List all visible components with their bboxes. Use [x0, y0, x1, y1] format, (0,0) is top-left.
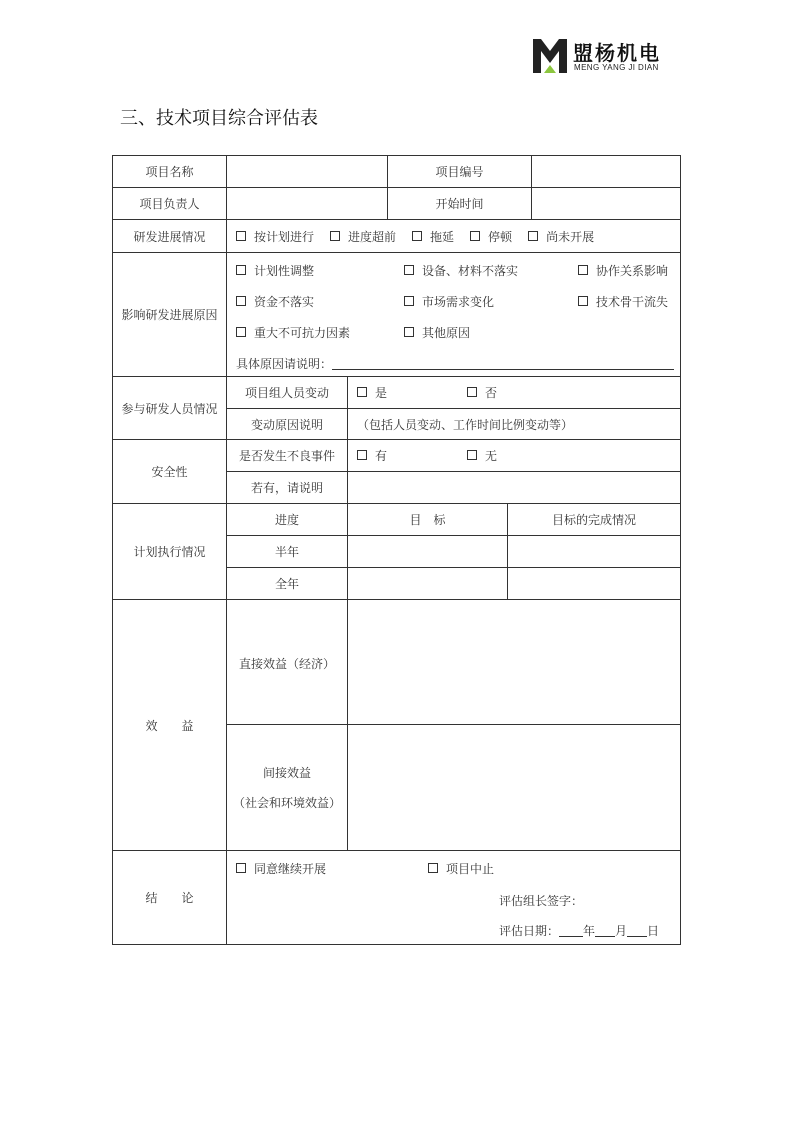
- change-reason-label: 变动原因说明: [227, 409, 348, 440]
- stop-option[interactable]: 项目中止: [428, 860, 494, 877]
- member-change-yes[interactable]: 是: [357, 384, 387, 401]
- direct-benefit-field[interactable]: [348, 600, 681, 725]
- reason-equipment[interactable]: 设备、材料不落实: [404, 262, 518, 279]
- company-logo: [532, 37, 672, 77]
- row-plan-header: [113, 504, 681, 536]
- checkbox[interactable]: [236, 296, 246, 306]
- progress-option-stalled[interactable]: 停顿: [470, 228, 512, 245]
- row-direct-benefit: [113, 600, 681, 725]
- col-completion-header: 目标的完成情况: [508, 504, 681, 536]
- row-conclusion: [113, 851, 681, 945]
- checkbox[interactable]: [428, 863, 438, 873]
- start-time-field[interactable]: [532, 188, 681, 220]
- if-yes-field[interactable]: [348, 472, 681, 504]
- progress-option-not-started[interactable]: 尚未开展: [528, 228, 594, 245]
- adverse-event-label: 是否发生不良事件: [227, 440, 348, 472]
- full-year-label: 全年: [227, 568, 348, 600]
- plan-label: 计划执行情况: [113, 504, 227, 600]
- checkbox[interactable]: [357, 450, 367, 460]
- checkbox[interactable]: [236, 231, 246, 241]
- reason-explain-line[interactable]: [332, 357, 674, 370]
- project-number-field[interactable]: [532, 156, 681, 188]
- project-lead-field[interactable]: [227, 188, 388, 220]
- row-member-change: [113, 377, 681, 409]
- conclusion-label: 结 论: [113, 851, 227, 945]
- reason-explain: [236, 355, 674, 372]
- progress-label: 研发进展情况: [113, 220, 227, 253]
- logo-name: 盟杨机电: [573, 41, 661, 65]
- checkbox[interactable]: [357, 387, 367, 397]
- half-year-label: 半年: [227, 536, 348, 568]
- checkbox[interactable]: [330, 231, 340, 241]
- reason-explain-label: 具体原因请说明：: [236, 356, 333, 371]
- member-change-options: [348, 377, 681, 409]
- evaluation-date: 评估日期： 年 月 日: [499, 923, 660, 938]
- reason-staff-loss[interactable]: 技术骨干流失: [578, 293, 668, 310]
- reason-plan-adjust[interactable]: 计划性调整: [236, 262, 314, 279]
- day-field[interactable]: [627, 924, 647, 937]
- year-field[interactable]: [559, 924, 583, 937]
- adverse-event-has[interactable]: 有: [357, 447, 387, 464]
- project-lead-label: 项目负责人: [113, 188, 227, 220]
- progress-option-delayed[interactable]: 拖延: [412, 228, 454, 245]
- checkbox[interactable]: [412, 231, 422, 241]
- continue-option[interactable]: 同意继续开展: [236, 860, 326, 877]
- reasons-cell: [227, 253, 681, 377]
- full-year-target-field[interactable]: [348, 568, 508, 600]
- indirect-benefit-label: 间接效益: [262, 765, 311, 780]
- half-year-completion-field[interactable]: [508, 536, 681, 568]
- project-name-field[interactable]: [227, 156, 388, 188]
- reason-funding[interactable]: 资金不落实: [236, 293, 314, 310]
- row-reasons: [113, 253, 681, 377]
- project-name-label: 项目名称: [113, 156, 227, 188]
- adverse-event-options: [348, 440, 681, 472]
- month-field[interactable]: [595, 924, 615, 937]
- section-title: 三、技术项目综合评估表: [120, 108, 318, 129]
- row-project-name: [113, 156, 681, 188]
- row-project-lead: [113, 188, 681, 220]
- indirect-benefit-cell: [227, 725, 348, 851]
- change-reason-hint[interactable]: （包括人员变动、工作时间比例变动等）: [348, 409, 681, 440]
- conclusion-cell: [227, 851, 681, 945]
- checkbox[interactable]: [470, 231, 480, 241]
- indirect-benefit-sub: （社会和环境效益）: [233, 795, 342, 810]
- half-year-target-field[interactable]: [348, 536, 508, 568]
- adverse-event-none[interactable]: 无: [467, 447, 497, 464]
- checkbox[interactable]: [236, 863, 246, 873]
- checkbox[interactable]: [578, 296, 588, 306]
- direct-benefit-label: 直接效益（经济）: [227, 600, 348, 725]
- member-change-no[interactable]: 否: [467, 384, 497, 401]
- reason-market[interactable]: 市场需求变化: [404, 293, 494, 310]
- indirect-benefit-field[interactable]: [348, 725, 681, 851]
- row-progress: [113, 220, 681, 253]
- checkbox[interactable]: [467, 387, 477, 397]
- checkbox[interactable]: [236, 265, 246, 275]
- evaluation-form: [112, 155, 681, 945]
- reason-collaboration[interactable]: 协作关系影响: [578, 262, 668, 279]
- checkbox[interactable]: [236, 327, 246, 337]
- checkbox[interactable]: [467, 450, 477, 460]
- progress-option-on-plan[interactable]: 按计划进行: [236, 228, 314, 245]
- reasons-label: 影响研发进展原因: [113, 253, 227, 377]
- if-yes-label: 若有，请说明: [227, 472, 348, 504]
- col-progress-header: 进度: [227, 504, 348, 536]
- logo-mark-icon: [532, 39, 568, 73]
- checkbox[interactable]: [404, 327, 414, 337]
- progress-options: [227, 220, 681, 253]
- full-year-completion-field[interactable]: [508, 568, 681, 600]
- safety-label: 安全性: [113, 440, 227, 504]
- row-adverse-event: [113, 440, 681, 472]
- progress-option-ahead[interactable]: 进度超前: [330, 228, 396, 245]
- project-number-label: 项目编号: [388, 156, 532, 188]
- checkbox[interactable]: [404, 296, 414, 306]
- checkbox[interactable]: [578, 265, 588, 275]
- reason-other[interactable]: 其他原因: [404, 324, 470, 341]
- date-label: 评估日期：: [499, 923, 560, 938]
- col-target-header: 目 标: [348, 504, 508, 536]
- start-time-label: 开始时间: [388, 188, 532, 220]
- reason-force-majeure[interactable]: 重大不可抗力因素: [236, 324, 350, 341]
- signature-label: 评估组长签字：: [499, 893, 584, 908]
- logo-pinyin: MENG YANG JI DIAN: [574, 63, 659, 72]
- checkbox[interactable]: [528, 231, 538, 241]
- member-change-label: 项目组人员变动: [227, 377, 348, 409]
- personnel-label: 参与研发人员情况: [113, 377, 227, 440]
- benefit-label: 效 益: [113, 600, 227, 851]
- checkbox[interactable]: [404, 265, 414, 275]
